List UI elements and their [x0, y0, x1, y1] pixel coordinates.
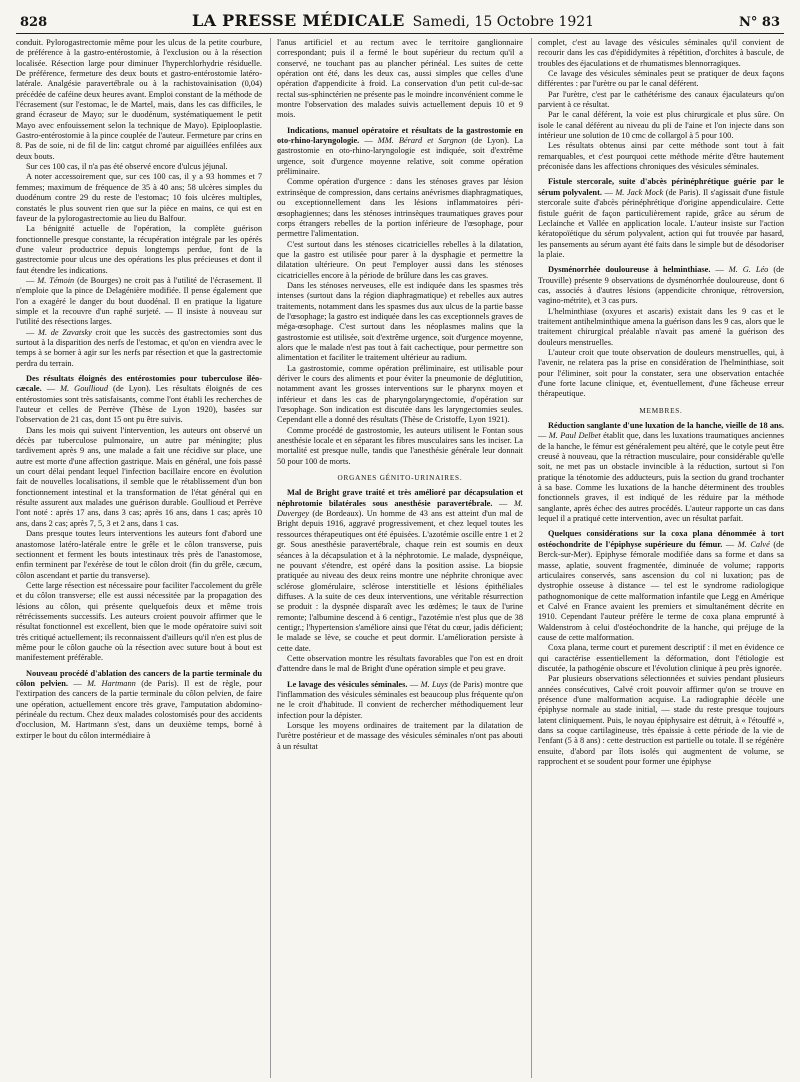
paragraph: Par l'urètre, c'est par le cathétérisme des canaux éjaculateurs qu'on parvient à ce résultat.: [538, 89, 784, 110]
author-name: M. G. Léo: [728, 265, 769, 275]
paragraph: Par le canal déférent, la voie est plus chirurgicale et plus sûre. On isole le canal déférent au niveau du pli de l'aine et l'on injecte dans son intérieur une solution de 10 cmc de collargol à 5 pour 100.: [538, 110, 784, 141]
paragraph: Ce lavage des vésicules séminales peut se pratiquer de deux façons différentes : par l'urètre ou par le canal déférent.: [538, 69, 784, 89]
paragraph: L'auteur croit que toute observation de douleurs menstruelles, qui, à l'avenir, ne relatera pas la prise en considération de l'helminthiase, soit pour l'éliminer, soit pour la constater, sera une observation entachée d'une forte lacune clinique, et, éventuellement, d'une fâcheuse erreur thérapeutique.: [538, 347, 784, 399]
paragraph-text: (de Paris) montre que l'inflammation des vésicules séminales est beaucoup plus fréquente qu'on ne le croit d'habitude. Il convient de rechercher méthodiquement leur infection pour la dépister.: [277, 679, 523, 720]
paragraph-text: (de Berck-sur-Mer). Epiphyse fémorale modifiée dans sa forme et dans sa masse, aplatie, souvent fragmentée, diminuée de volume; rapports articulaires conservés, sans ascension du col ni luxation; pas de dystrophie osseuse à distance — tel est le syndrome radiologique pathognomonique de cette malformation infantile que Legg en Amérique et Calvé en France avaient les premiers et simultanément décrite en 1910. Cependant l'auteur préfère le terme de coxa plana emprunté à Waldenstrom à celui d'ostéochondrite de la hanche, qui préjuge de la cause de cette malformation.: [538, 539, 784, 642]
paragraph: Cette large résection est nécessaire pour faciliter l'accolement du grêle et du côlon transverse; elle est aussi nécessitée par la propagation des lésions au côlon, qui présente quelquefois deux et même trois rétrécissements successifs. Les auteurs croient pouvoir affirmer que le résultat fonctionnel est excellent, bien que le mode opératoire suivi soit très critiqué actuellement; ils reconnaissent d'ailleurs qu'il n'en est plus de même pour le côlon gauche où la résection avec suture bout à bout est manifestement préférable.: [16, 580, 262, 663]
author-name: M. Témoin: [37, 275, 75, 285]
paragraph: Dans les mois qui suivent l'intervention, les auteurs ont observé un décès par tuberculose pulmonaire, un autre par méningite; plus tardivement après 9 ans, une malade a fait une récidive sur place, une autre est morte d'une affection gastrique. Mais en général, une fois passé un court délai pendant lequel l'infection bacillaire encore en évolution fait de nouvelles localisations, il semble que le rétablissement d'un bon fonctionnement intestinal et la transformation de l'état général qui en résulte assurent aux malades une guérison durable. Goullioud et Perrève l'ont noté : après 17 ans, dans 3 cas; après 16 ans, dans 1 cas; après 10 ans, dans 2 cas; après 7, 5, 3 et 2 ans, dans 1 cas.: [16, 425, 262, 528]
paragraph-text: croit que les succès des gastrectomies sont dus surtout à la disparition des nerfs de l'estomac, et qu'on en viendra avec le temps à se borner à agir sur les nerfs par résection et que la gastrectomie perdra du terrain.: [16, 327, 262, 368]
paragraph: Comme opération d'urgence : dans les sténoses graves par lésion extrinsèque de compression, dans certains anévrismes diaphragmatiques, ou exceptionnellement dans les lésions inflammatoires péri-œsophagiennes; dans les sténoses intrinsèques traumatiques graves pour corps étrangers rebelles de la portion inférieure de l'œsophage, pour permettre l'alimentation.: [277, 177, 523, 239]
paragraph-text: établit que, dans les luxations traumatiques anciennes de la hanche, le fémur est généralement peu altéré, que le cotyle peut être creusé à nouveau, que la rétraction musculaire, pour considérable qu'elle soit, ne met pas un obstacle invincible à la réduction, surtout si l'on pratique la ténotomie des adducteurs, puis la section du grand trochanter à sa base. Comme les luxations de la hanche déterminent des troubles fonctionnels graves, il est indiqué de les réduire par la méthode sanglante, après échec des autres procédés. L'auteur rapporte un cas dans lequel il a pratiqué cette intervention, avec un résultat parfait.: [538, 431, 784, 524]
author-name: M. de Zavatsky: [38, 327, 92, 337]
paragraph: — M. Témoin (de Bourges) ne croit pas à l'utilité de l'écrasement. Il n'emploie que la pince de Delagénière modifiée. Il pense également que l'on a exagéré le danger du bout duodénal. Il en pratique la ligature simple et la recouvre d'un raphé surjeté. — Il insiste à nouveau sur l'utilité des résections larges.: [16, 275, 262, 327]
author-name: M. Jack Mock: [615, 187, 664, 197]
paragraph: complet, c'est au lavage des vésicules séminales qu'il convient de recourir dans les cas d'épididymites à répétition, d'orchites à bascule, de troubles des éjaculations et de rhumatismes blennorragiques.: [538, 38, 784, 68]
article-title: Nouveau procédé d'ablation des cancers de la partie terminale du côlon pelvien.: [16, 668, 262, 688]
article-entry: Fistule stercorale, suite d'abcès périnéphrétique guérie par le sérum polyvalent. — M. Jack Mock (de Paris). Il s'agissait d'une fistule stercorale suite d'abcès périnéphrétique d'origine appendiculaire. Cette fistule guérit de façon particulièrement rapide, grâce au sérum de Leclainche et Vallée en application locale. L'auteur insiste sur l'action kératopoïétique du sérum polyvalent, action qui fut trouvée par hasard, les pansements au sérum ayant été faits dans le simple but de désodoriser la plaie.: [538, 177, 784, 259]
issue-number: N° 83: [739, 15, 780, 30]
paragraph-text: (de Paris). Il est de règle, pour l'extirpation des cancers de la partie terminale du côlon pelvien, de faire une opération, actuellement encore très grave, l'amputation abdomino-périnéale du rectum. Chez deux malades colostomisés pour des accidents d'occlusion, M. Hartmann s'est, dans un deuxième temps, borné à extirper le bout du côlon intermédiaire à: [16, 678, 262, 740]
article-title: Fistule stercorale, suite d'abcès périnéphrétique guérie par le sérum polyvalent.: [538, 177, 784, 197]
article-entry: Des résultats éloignés des entérostomies pour tuberculose iléo-cæcale. — M. Goullioud (de Lyon). Les résultats éloignés de ces entérostomies sont très satisfaisants, comme l'ont établi les recherches de l'auteur et celles de Perrève (Thèse de Lyon 1920), basées sur l'observation de 21 cas, dont 15 ont pu être suivis.: [16, 374, 262, 425]
column-2: [270, 38, 523, 1078]
column-3: [531, 38, 784, 1078]
article-title: Le lavage des vésicules séminales.: [287, 679, 408, 689]
paragraph-text: (de Lyon). Les résultats éloignés de ces entérostomies sont très satisfaisants, comme l'ont établi les recherches de l'auteur et celles de Perrève (Thèse de Lyon 1920), basées sur l'observation de 21 cas, dont 15 ont pu être suivis.: [16, 384, 262, 425]
paragraph: L'helminthiase (oxyures et ascaris) existait dans les 9 cas et le traitement antihelminthique amena la guérison dans les 9 cas, alors que le traitement chirurgical préalable n'avait pas amené la guérison des douleurs menstruelles.: [538, 306, 784, 347]
article-title: Dysménorrhée douloureuse à helminthiase.: [548, 265, 711, 275]
page-number: 828: [20, 15, 48, 30]
journal-masthead: [192, 11, 594, 30]
article-title: Indications, manuel opératoire et résultats de la gastrostomie en oto-rhino-laryngologie.: [277, 125, 523, 146]
paragraph-text: (de Lyon). La gastrostomie en oto-rhino-laryngologie est indiquée, soit d'extrême urgence, soit d'urgence moyenne relative, soit comme opération préliminaire.: [277, 136, 523, 177]
paragraph: Comme procédé de gastrostomie, les auteurs utilisent le Fontan sous anesthésie locale et en séparant les fibres musculaires sans les inciser. La mortalité est presque nulle, tandis que l'anesthésie générale leur donnait 50 pour 100 de morts.: [277, 425, 523, 466]
paragraph: Lorsque les moyens ordinaires de traitement par la dilatation de l'urètre postérieur et de massage des vésicules séminales n'ont pas abouti à un résultat: [277, 721, 523, 751]
author-name: M. Duvergey: [277, 498, 523, 519]
paragraph: Sur ces 100 cas, il n'a pas été observé encore d'ulcus jéjunal.: [26, 162, 228, 172]
author-name: M. Goullioud: [60, 384, 109, 394]
author-name: M. Hartmann: [87, 678, 136, 688]
paragraph: Par plusieurs observations sélectionnées et suivies pendant plusieurs années consécutives, Calvé croit pouvoir affirmer qu'on se trouve en présence d'une malformation acquise. La radiographie décèle une épiphyse normale au stade initial, — stade du reste presque toujours latent cliniquement. Puis, le noyau épiphysaire est détruit, à « l'étouffé », dans sa coque cartilagineuse, très épaissie à cette période de la vie de l'enfant (5 à 8 ans) : cette destruction est partielle ou totale. Il se régénère ensuite, d'abord par îlots isolés qui augmentent de volume, se rapprochent et se soudent pour former une épiphyse: [538, 674, 784, 767]
section-heading: ORGANES GÉNITO-URINAIRES.: [337, 474, 463, 483]
paragraph: l'anus artificiel et au rectum avec le territoire ganglionnaire correspondant; puis il a fermé le bout supérieur du rectum qu'il a conservé, ne touchant pas au plancher périnéal. Les suites de cette opération ont été, dans les deux cas, aussi simples que celles d'une opération d'appendicite à froid. La conservation d'un petit cul-de-sac rectal sus-sphinctérien ne présente pas le moindre inconvénient comme le montre l'observation des malades suivis actuellement depuis 10 et 9 mois.: [277, 38, 523, 120]
article-columns: [16, 38, 784, 1078]
article-entry: Quelques considérations sur la coxa plana dénommée à tort ostéochondrite de l'épiphyse supérieure du fémur. — M. Calvé (de Berck-sur-Mer). Epiphyse fémorale modifiée dans sa forme et dans sa masse, aplatie, souvent fragmentée, diminuée de volume; rapports articulaires conservés, sans ascension du col ni luxation; pas de dystrophie osseuse à distance — tel est le syndrome radiologique pathognomonique de cette malformation infantile que Legg en Amérique et Calvé en France avaient les premiers et simultanément décrite en 1910. Cependant l'auteur préfère le terme de coxa plana emprunté à Waldenstrom à celui d'ostéochondrite de la hanche, qui préjuge de la cause de cette malformation.: [538, 529, 784, 642]
journal-title: LA PRESSE MÉDICALE: [192, 11, 405, 30]
paragraph: A noter accessoirement que, sur ces 100 cas, il y a 93 hommes et 7 femmes; maximum de fréquence de 35 à 40 ans; 58 ulcères simples du duodénum contre 29 du reste de l'estomac; 10 fois ulcères multiples, constatés le plus souvent rien que sur la pièce en mains, ce qui est en faveur de la pylorogastrectomie au lieu du Balfour.: [16, 172, 262, 223]
paragraph: — M. de Zavatsky croit que les succès des gastrectomies sont dus surtout à la disparition des nerfs de l'estomac, et qu'on en viendra avec le temps à se borner à agir sur les nerfs par résection et que la gastrectomie perdra du terrain.: [16, 327, 262, 368]
article-entry: Indications, manuel opératoire et résultats de la gastrostomie en oto-rhino-laryngologie. — MM. Bérard et Sargnon (de Lyon). La gastrostomie en oto-rhino-laryngologie est indiquée, soit d'extrême urgence, soit d'urgence moyenne relative, soit comme opération préliminaire.: [277, 125, 523, 177]
article-title: Réduction sanglante d'une luxation de la hanche, vieille de 18 ans.: [548, 421, 784, 431]
author-name: M. Luys: [420, 679, 448, 689]
paragraph: Coxa plana, terme court et purement descriptif : il met en évidence ce qui caractérise essentiellement la déformation, dont l'étiologie est discutée, la pathogénie obscure et l'évolution clinique à peu près ignorée.: [538, 643, 784, 673]
paragraph-text: (de Bourges) ne croit pas à l'utilité de l'écrasement. Il n'emploie que la pince de Delagénière modifiée. Il pense également que l'on a exagéré le danger du bout duodénal. Il en pratique la ligature simple et la recouvre d'un raphé surjeté. — Il insiste à nouveau sur l'utilité des résections larges.: [16, 275, 262, 327]
paragraph: conduit. Pylorogastrectomie même pour les ulcus de la petite courbure, de préférence à la gastro-entérostomie, à l'exclusion ou à la résection localisée. Résection large pour diminuer l'hyperchlorhydrie résiduelle. De préférence, fermeture des deux bouts et gastro-entérostomie latéro-latérale. Analgésie paravertébrale ou à la rachistovainisation (0,04) précédée de caféine deux heures avant. Emploi constant de la méthode de l'écrasement (sur l'estomac, le de Martel, mais, dans les cas difficiles, le grand écraseur de Mayo; sur le duodénum, systématiquement le petit Mayo avec enfouissement selon la technique de Mayo). Epiplooplastie. Gastro-entérostomie à la pince couplée de l'auteur. Fermeture par crins en 8. Pas de soie, ni de fil de lin: catgut chromé par aiguillées enfilées aux deux bouts.: [16, 38, 262, 161]
author-name: MM. Bérard et Sargnon: [377, 136, 467, 146]
article-title: Mal de Bright grave traité et très amélioré par décapsulation et néphrotomie bilatérales sous anesthésie paravertébrale.: [277, 488, 523, 508]
paragraph-text: (de Trouville) présente 9 observations de dysménorrhée douloureuse, dont 6 cas, associés à d'autres lésions (appendicite chronique, rétroversion, vagino-métrite), et 3 cas purs.: [538, 265, 784, 306]
issue-date: Samedi, 15 Octobre 1921: [412, 14, 595, 30]
article-entry: Dysménorrhée douloureuse à helminthiase. — M. G. Léo (de Trouville) présente 9 observations de dysménorrhée douloureuse, dont 6 cas, associés à d'autres lésions (appendicite chronique, rétroversion, vagino-métrite), et 3 cas purs.: [538, 265, 784, 306]
paragraph: Les résultats obtenus ainsi par cette méthode sont tout à fait remarquables, et c'est pourquoi cette méthode mérite d'être hautement préconisée dans les affections chroniques des vésicules séminales.: [538, 141, 784, 172]
article-title: Quelques considérations sur la coxa plana dénommée à tort ostéochondrite de l'épiphyse supérieure du fémur.: [538, 529, 784, 549]
article-entry: Mal de Bright grave traité et très amélioré par décapsulation et néphrotomie bilatérales sous anesthésie paravertébrale. — M. Duvergey (de Bordeaux). Un homme de 43 ans est atteint d'un mal de Bright depuis 1916, aggravé progressivement, et chez lequel toutes les ressources thérapeutiques ont été épuisées. L'azotémie oscille entre 1 et 2 gr. Sous anesthésie paravertébrale, chaque rein est soumis en deux séances à la décapsulation et à la néphrotomie. Le malade, dyspnéique, ne pouvant s'étendre, est opéré dans la position assise. La biopsie pratiquée au niveau des deux reins montre une néphrite chronique avec sclérose glomérulaire, sclérose interstitielle et lésions épithéliales diffuses. A la suite de ces deux interventions, une véritable résurrection se produit : la dyspnée disparaît avec les œdèmes; le taux de l'urine remonte; l'albumine descend à 6 centigr., l'azotémie n'est plus que de 38 centigr.; l'hypertension s'améliore ainsi que l'état du cœur, jadis déficient; le malade se lève, se couche et peut dormir. L'amélioration persiste à cette date.: [277, 488, 523, 653]
article-entry: Nouveau procédé d'ablation des cancers de la partie terminale du côlon pelvien. — M. Hartmann (de Paris). Il est de règle, pour l'extirpation des cancers de la partie terminale du côlon pelvien, de faire une opération, actuellement encore très grave, l'amputation abdomino-périnéale du rectum. Chez deux malades colostomisés pour des accidents d'occlusion, M. Hartmann s'est, dans un deuxième temps, borné à extirper le bout du côlon intermédiaire à: [16, 668, 262, 740]
paragraph: C'est surtout dans les sténoses cicatricielles rebelles à la dilatation, que la gastro est utilisée pour parer à la dysphagie et permettre la dilatation ultérieure. On peut l'employer aussi dans les sténoses cicatricielles encore à la période de brûlure dans les cas graves.: [277, 239, 523, 280]
article-entry: Réduction sanglante d'une luxation de la hanche, vieille de 18 ans. — M. Paul Delbet établit que, dans les luxations traumatiques anciennes de la hanche, le fémur est généralement peu altéré, que le cotyle peut être creusé à nouveau, que la rétraction musculaire, pour considérable qu'elle soit, ne met pas un obstacle invincible à la réduction, surtout si l'on pratique la ténotomie des adducteurs, puis la section du grand trochanter à sa base. Comme les luxations de la hanche déterminent des troubles fonctionnels graves, il est indiqué de les réduire par la méthode sanglante, après échec des autres procédés. L'auteur rapporte un cas dans lequel il a pratiqué cette intervention, avec un résultat parfait.: [538, 421, 784, 524]
paragraph: Dans presque toutes leurs interventions les auteurs font d'abord une anastomose latéro-latérale entre le grêle et le côlon transverse, puis sectionnent et ferment les bouts intestinaux très près de l'anastomose, enfin terminent par l'exérèse de tout le côlon droit (fin du grêle, cæcum, côlon ascendant et partie du transverse).: [16, 529, 262, 580]
column-1: [16, 38, 262, 1078]
paragraph: La gastrostomie, comme opération préliminaire, est utilisable pour dériver le cours des aliments et pour éviter la pneumonie de déglutition, notamment avant les grosses interventions sur le pharynx moyen et inférieur et dans les cas de pharyngolaryngectomie, d'opération sur l'œsophage. Son indication est discutée dans les laryngectomies seules. Cependant elle a donné des résultats (Thèse de Cristoffe, Lyon 1921).: [277, 363, 523, 425]
author-name: M. Paul Delbet: [548, 431, 601, 441]
paragraph: La bénignité actuelle de l'opération, la complète guérison fonctionnelle presque constante, la récupération intégrale par les opérés d'une valeur productrice depuis longtemps perdue, font de la gastrectomie pour ulcus une des opérations les plus précieuses et dont il faut étendre les indications.: [16, 224, 262, 275]
article-title: Des résultats éloignés des entérostomies pour tuberculose iléo-cæcale.: [16, 374, 262, 394]
paragraph: Cette observation montre les résultats favorables que l'on est en droit d'attendre dans le mal de Bright d'une opération simple et peu grave.: [277, 653, 523, 674]
paragraph: Dans les sténoses nerveuses, elle est indiquée dans les spasmes très intenses (surtout dans la région diaphragmatique) et rebelles aux autres traitements, notamment dans les spasmes dus aux ulcus de la partie basse de l'œsophage; la gastro est indiquée dans les cas exceptionnels graves de méga-œsophage. C'est surtout dans les néoplasmes malins que la gastrostomie est utilisée, soit d'extrême urgence, soit d'urgence moyenne, alors que le malade n'est pas tout à fait cachectique, pour permettre son alimentation et faciliter le traitement ultérieur au radium.: [277, 280, 523, 363]
article-entry: Le lavage des vésicules séminales. — M. Luys (de Paris) montre que l'inflammation des vésicules séminales est beaucoup plus fréquente qu'on ne le croit d'habitude. Il convient de rechercher méthodiquement leur infection pour la dépister.: [277, 679, 523, 720]
paragraph-text: (de Bordeaux). Un homme de 43 ans est atteint d'un mal de Bright depuis 1916, aggravé progressivement, et chez lequel toutes les ressources thérapeutiques ont été épuisées. L'azotémie oscille entre 1 et 2 gr. Sous anesthésie paravertébrale, chaque rein est soumis en deux séances à la décapsulation et à la néphrotomie. Le malade, dyspnéique, ne pouvant s'étendre, est opéré dans la position assise. La biopsie pratiquée au niveau des deux reins montre une néphrite chronique avec sclérose glomérulaire, sclérose interstitielle et lésions épithéliales diffuses. A la suite de ces deux interventions, une véritable résurrection se produit : la dyspnée disparaît avec les œdèmes; le taux de l'urine remonte; l'albumine descend à 6 centigr., l'azotémie n'est plus que de 38 centigr.; l'hypertension s'améliore ainsi que l'état du cœur, jadis déficient; le malade se lève, se couche et peut dormir. L'amélioration persiste à cette date.: [277, 509, 523, 653]
author-name: M. Calvé: [737, 539, 770, 549]
running-header: [16, 8, 784, 34]
section-heading: MEMBRES.: [639, 406, 683, 415]
paragraph-text: (de Paris). Il s'agissait d'une fistule stercorale suite d'abcès périnéphrétique d'origine appendiculaire. Cette fistule guérit de façon particulièrement rapide, grâce au sérum de Leclainche et Vallée en application locale. L'auteur insiste sur l'action kératopoïétique du sérum polyvalent, action qui fut trouvée par hasard, les pansements au sérum ayant été faits dans le simple but de désodoriser la plaie.: [538, 187, 784, 259]
